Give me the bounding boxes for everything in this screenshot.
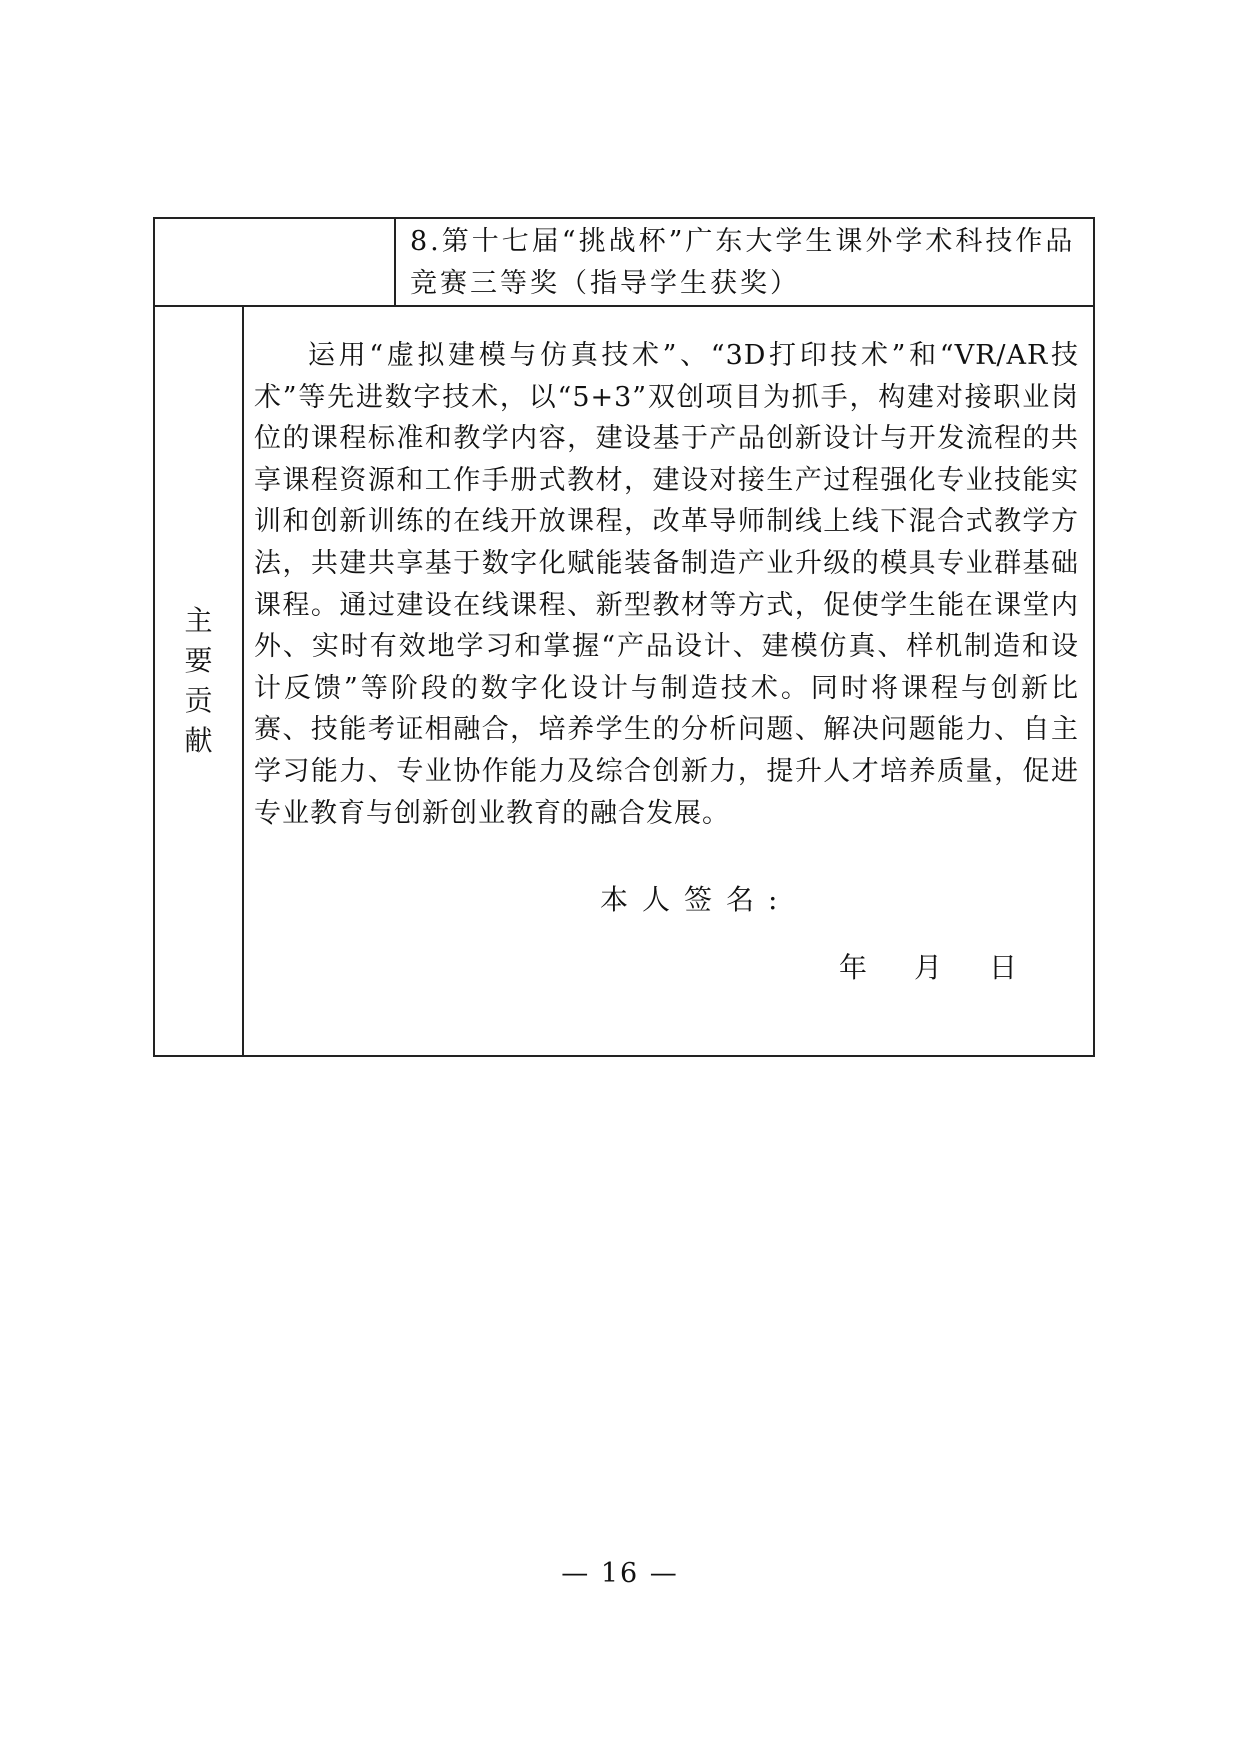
page-number: — 16 — bbox=[561, 1558, 679, 1589]
date-line bbox=[244, 946, 1093, 1006]
contribution-label: 主要贡献 bbox=[184, 604, 213, 757]
contribution-body: 运用“虚拟建模与仿真技术”、“3D打印技术”和“VR/AR技术”等先进数字技术，以“5+3”双创项目为抓手，构建对接职业岗位的课程标准和教学内容，建设基于产品创新设计与开发流程的共享课程资源和工作手册式教材，建设对接生产过程强化专业技能实训和创新训练的在线开放课程，改革导师制线上线下混合式教学方法，共建共享基于数字化赋能装备制造产业升级的模具专业群基础课程。通过建设在线课程、新型教材等方式，促使学生能在课堂内外、实时有效地学习和掌握“产品设计、建模仿真、样机制造和设计反馈”等阶段的数字化设计与制造技术。同时将课程与创新比赛、技能考证相融合，培养学生的分析问题、解决问题能力、自主学习能力、专业协作能力及综合创新力，提升人才培养质量，促进专业教育与创新创业教育的融合发展。 bbox=[254, 340, 1079, 829]
form-table bbox=[153, 217, 1095, 1057]
date-day: 日 bbox=[989, 951, 1018, 985]
signature-label: 本人签名: bbox=[600, 883, 792, 917]
award-item-text: 8.第十七届“挑战杯”广东大学生课外学术科技作品竞赛三等奖（指导学生获奖） bbox=[410, 226, 1076, 299]
contribution-label-cell bbox=[154, 306, 243, 1056]
date-year: 年 bbox=[839, 951, 868, 985]
contribution-content-cell bbox=[243, 306, 1094, 1056]
contribution-row bbox=[154, 306, 1094, 1056]
award-cell bbox=[395, 218, 1094, 306]
date-month: 月 bbox=[914, 951, 943, 985]
award-row bbox=[154, 218, 1094, 306]
award-row-left-cell bbox=[154, 218, 395, 306]
